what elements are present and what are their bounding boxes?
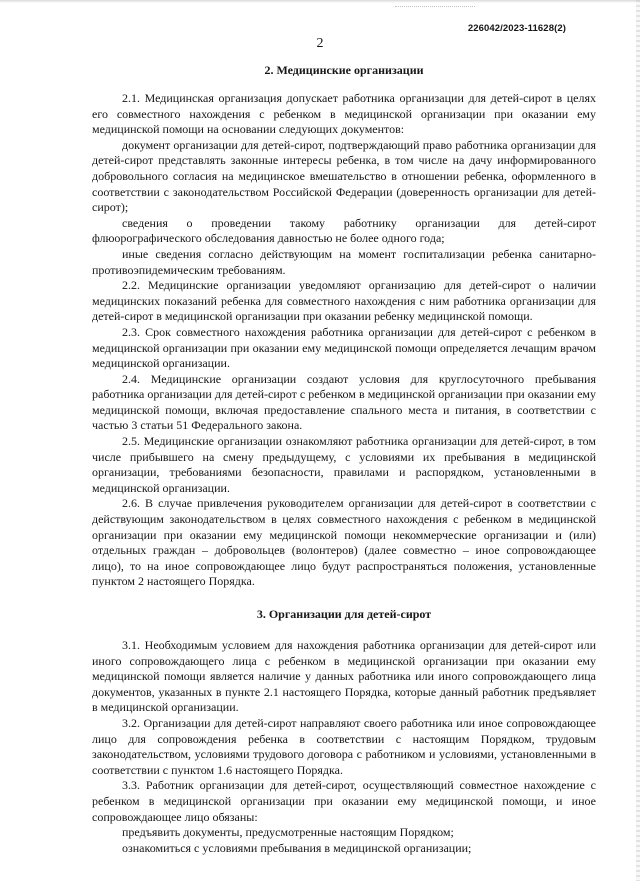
paragraph-2-1-item-fluoro: сведения о проведении такому работнику организации для детей-сирот флюорографического обследования давностью не более одного года; [92,215,596,246]
section-2-title: 2. Медицинские организации [264,63,424,77]
paragraph-2-5: 2.5. Медицинские организации ознакомляют работника организации для детей-сирот, в том числе прибывшего на смену предыдущему, с условиями их пребывания в медицинской организации, требованиями безопасности, правилами и распорядком, установленными в медицинской организации. [92,434,596,495]
section-3-title: 3. Организации для детей-сирот [256,607,432,621]
document-body [92,58,596,856]
paragraph-2-1-item-other: иные сведения согласно действующим на момент госпитализации ребенка санитарно-противоэпидемическим требованиям. [92,246,596,277]
page-number: 2 [316,36,324,51]
document-number: 226042/2023-11628(2) [467,23,566,34]
paragraph-3-3: 3.3. Работник организации для детей-сирот, осуществляющий совместное нахождение с ребенком в медицинской организации при оказании ему медицинской помощи, и иное сопровождающее лицо обязаны: [92,778,596,824]
paragraph-2-1: 2.1. Медицинская организация допускает работника организации для детей-сирот в целях его совместного нахождения с ребенком в медицинской организации при оказании ему медицинской помощи на основании следующих документов: [92,91,596,137]
scan-edge-top [0,0,640,3]
paragraph-3-2: 3.2. Организации для детей-сирот направляют своего работника или иное сопровождающее лицо для сопровождения ребенка в соответствии с настоящим Порядком, трудовым законодательством, условиями трудового договора с работником и условиями, установленными в соответствии с пунктом 1.6 настоящего Порядка. [92,715,596,777]
paragraph-3-3-item-docs: предъявить документы, предусмотренные настоящим Порядком; [122,825,454,840]
paragraph-2-4: 2.4. Медицинские организации создают условия для круглосуточного пребывания работника организации для детей-сирот с ребенком в медицинской организации при оказании ему медицинской помощи, включая предоставление спального места и питания, в соответствии с частью 3 статьи 51 Федерального закона. [92,371,596,433]
paragraph-2-1-item-doc: документ организации для детей-сирот, подтверждающий право работника организации для детей-сирот представлять законные интересы ребенка, в том числе на дачу информированного добровольного согласия на медицинское вмешательство в отношении ребенка, оформленного в соответствии с законодательством Российской Федерации (доверенность организации для детей-сирот); [92,137,596,215]
paragraph-2-3: 2.3. Срок совместного нахождения работника организации для детей-сирот с ребенком в медицинской организации при оказании ему медицинской помощи определяется лечащим врачом медицинской организации. [92,324,596,371]
paragraph-3-3-item-conditions: ознакомиться с условиями пребывания в медицинской организации; [122,840,472,855]
paragraph-3-1: 3.1. Необходимым условием для нахождения работника организации для детей-сирот или иного сопровождающего лица с ребенком в медицинской организации при оказании ему медицинской помощи является наличие у данных работника или иного сопровождающего лица документов, указанных в пункте 2.1 настоящего Порядка, которые данный работник предъявляет в медицинской организации. [92,638,596,715]
scan-mark-top [395,0,475,7]
paragraph-2-2: 2.2. Медицинские организации уведомляют организацию для детей-сирот о наличии медицинских показаний ребенка для совместного нахождения с ним работника организации для детей-сирот в медицинской организации при оказании ребенку медицинской помощи. [92,278,596,324]
scan-edge-right [636,0,640,881]
paragraph-2-6: 2.6. В случае привлечения руководителем организации для детей-сирот в соответствии с действующим законодательством в целях совместного нахождения с ребенком в медицинской организации при оказании ему медицинской помощи некоммерческие организации и (или) отдельных граждан – добровольцев (волонтеров) (далее совместно – иное сопровождающее лицо), то на иное сопровождающее лицо будут распространяться положения, установленные пунктом 2 настоящего Порядка. [92,496,596,589]
